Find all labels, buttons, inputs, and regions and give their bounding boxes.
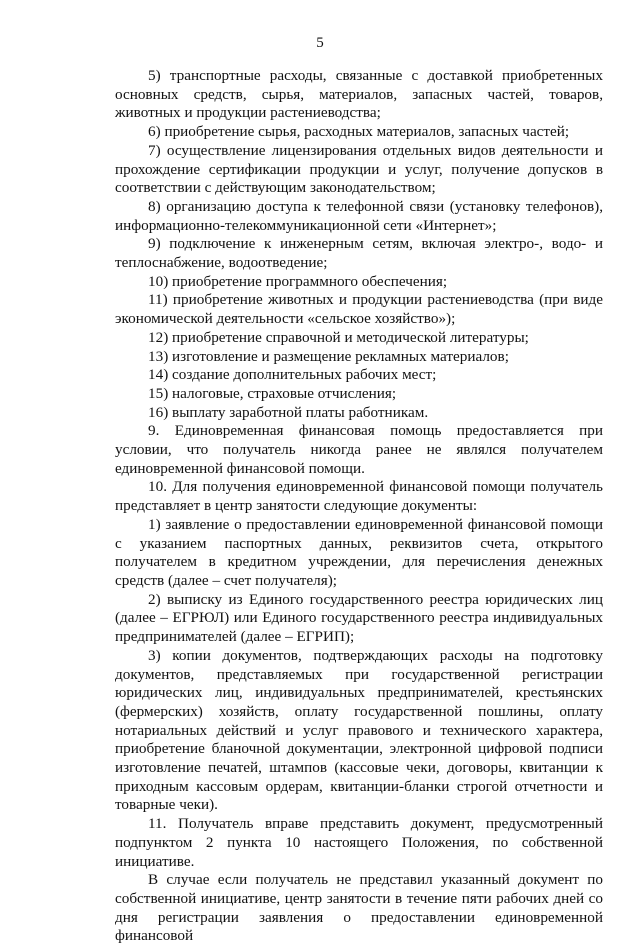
clause-10-item-2: 2) выписку из Единого государственного реестра юридических лиц (далее – ЕГРЮЛ) или Единого государственного реестра индивидуальных предпринимателей (далее – ЕГРИП); — [115, 590, 603, 646]
list-item-transport-costs: 5) транспортные расходы, связанные с доставкой приобретенных основных средств, сырья, материалов, запасных частей, товаров, животных и продукции растениеводства; — [115, 67, 603, 122]
list-item-utilities: 9) подключение к инженерным сетям, включая электро-, водо- и теплоснабжение, водоотведение; — [115, 235, 603, 272]
list-item-advertising: 13) изготовление и размещение рекламных материалов; — [148, 347, 509, 365]
list-item-new-jobs: 14) создание дополнительных рабочих мест; — [148, 366, 437, 384]
clause-11: 11. Получатель вправе представить документ, предусмотренный подпунктом 2 пункта 10 настоящего Положения, по собственной инициативе. — [115, 815, 603, 870]
list-item-telephone-internet: 8) организацию доступа к телефонной связи (установку телефонов), информационно-телекоммуникационной сети «Интернет»; — [115, 197, 603, 234]
list-item-wages: 16) выплату заработной платы работникам. — [148, 403, 429, 421]
page-number: 5 — [316, 35, 324, 51]
clause-10-item-3: 3) копии документов, подтверждающих расходы на подготовку документов, представляемых при государственной регистрации юридических лиц, индивидуальных предпринимателей, крестьянских (фермерских) хозяйств, оплату государственной пошлины, оплату нотариальных действий и услуг правового и технического характера, приобретение бланочной документации, электронной цифровой подписи изготовление печатей, штампов (кассовые чеки, договоры, квитанции к приходным кассовым ордерам, квитанции-бланки строгой отчетности и товарные чеки). — [115, 646, 603, 814]
list-item-literature: 12) приобретение справочной и методической литературы; — [148, 328, 529, 346]
list-item-taxes: 15) налоговые, страховые отчисления; — [148, 384, 397, 402]
clause-9: 9. Единовременная финансовая помощь предоставляется при условии, что получатель никогда ранее не являлся получателем единовременной финансовой помощи. — [115, 422, 603, 477]
list-item-licensing: 7) осуществление лицензирования отдельных видов деятельности и прохождение сертификации продукции и услуг, получение допусков в соответствии с действующим законодательством; — [115, 141, 603, 197]
list-item-software: 10) приобретение программного обеспечения; — [148, 272, 448, 290]
clause-10-item-1: 1) заявление о предоставлении единовременной финансовой помощи с указанием паспортных данных, реквизитов счета, открытого получателем в кредитном учреждении, для перечисления денежных средств (далее – счет получателя); — [115, 515, 603, 589]
clause-11-continuation: В случае если получатель не представил указанный документ по собственной инициативе, центр занятости в течение пяти рабочих дней со дня регистрации заявления о предоставлении единовременной финансовой — [115, 871, 603, 945]
list-item-animals-crops: 11) приобретение животных и продукции растениеводства (при виде экономической деятельности «сельское хозяйство»); — [115, 291, 603, 328]
clause-10: 10. Для получения единовременной финансовой помощи получатель представляет в центр занятости следующие документы: — [115, 478, 603, 515]
document-body — [115, 67, 603, 946]
list-item-raw-materials: 6) приобретение сырья, расходных материалов, запасных частей; — [148, 123, 570, 141]
